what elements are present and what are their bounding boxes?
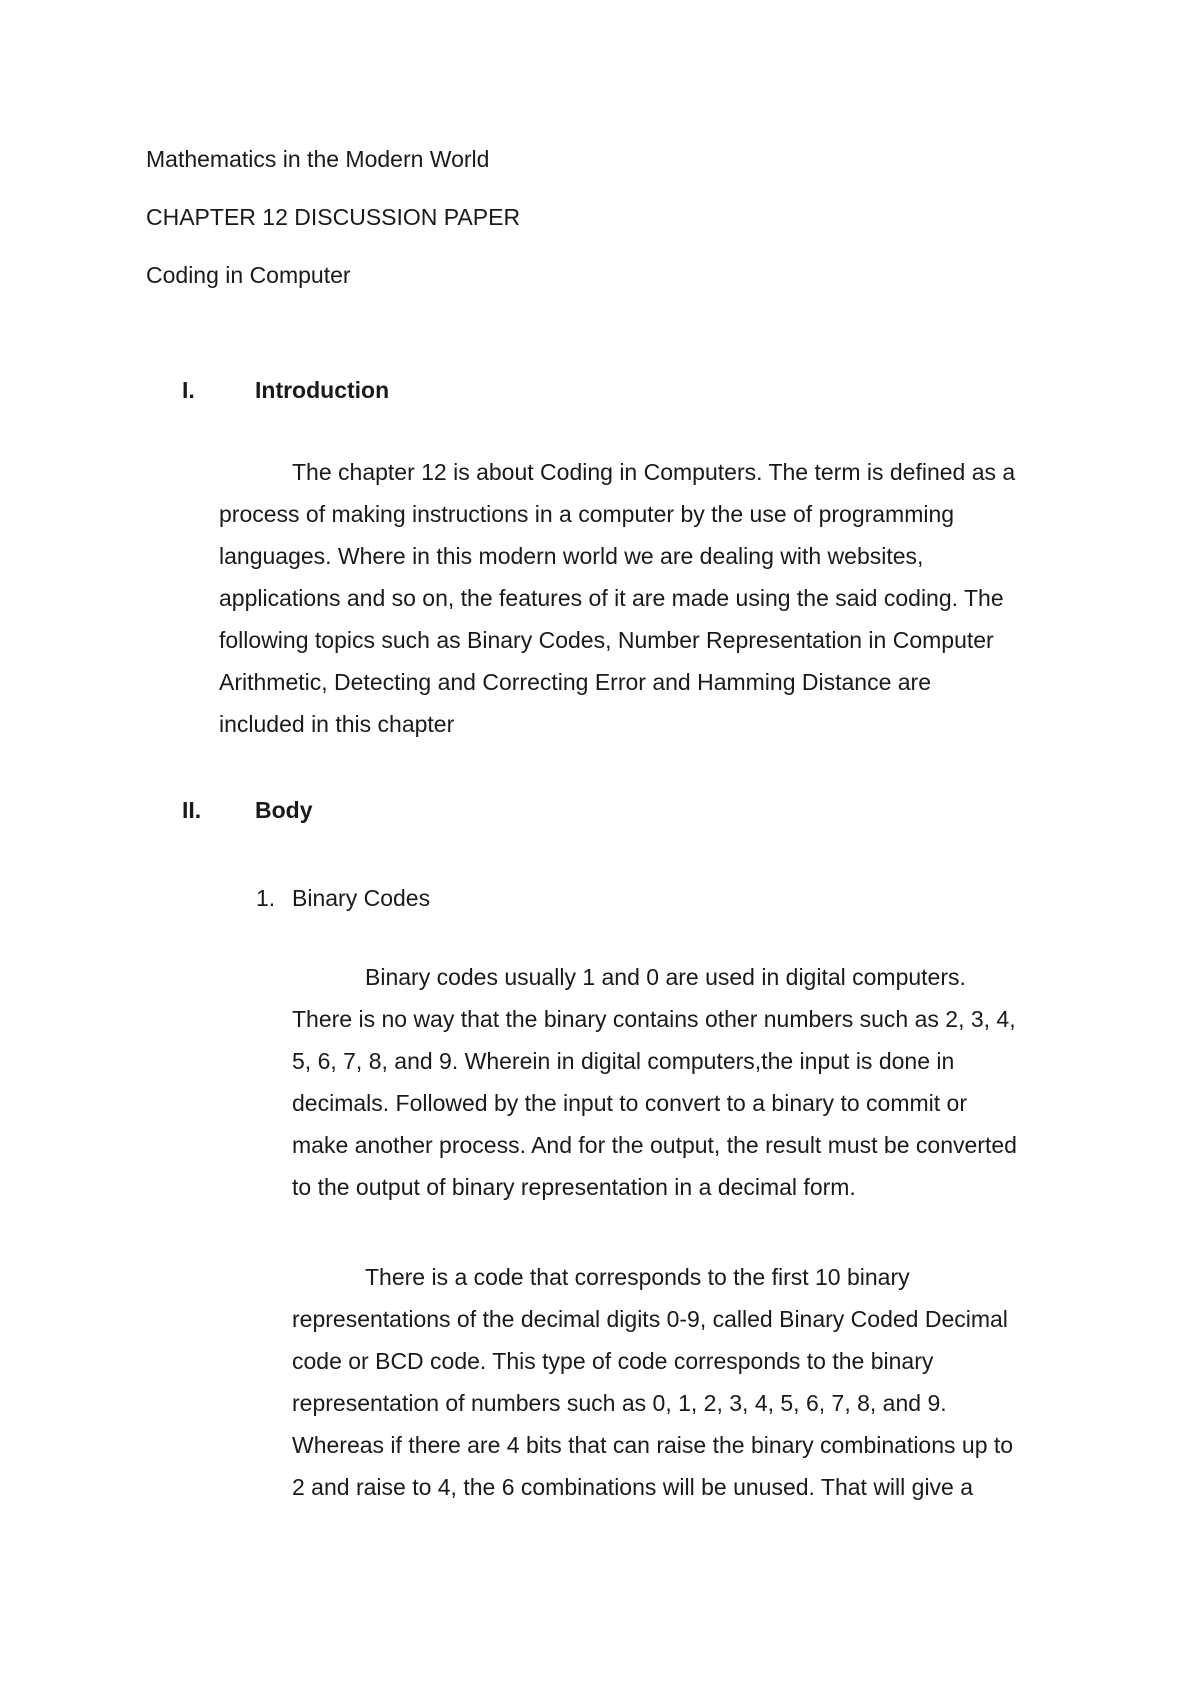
section-body-heading	[182, 796, 313, 824]
topic-title: Coding in Computer	[146, 262, 351, 288]
section-numeral: I.	[182, 377, 195, 403]
section-title: Introduction	[255, 377, 390, 403]
introduction-paragraph	[219, 451, 1015, 745]
paragraph-line: applications and so on, the features of it are made using the said coding. The	[219, 585, 1004, 611]
paragraph-line: The chapter 12 is about Coding in Computers. The term is defined as a	[292, 459, 1016, 485]
paragraph-line: to the output of binary representation in a decimal form.	[292, 1174, 856, 1200]
binary-codes-paragraph-1	[292, 956, 1017, 1208]
paragraph-line: Arithmetic, Detecting and Correcting Error and Hamming Distance are	[219, 669, 932, 695]
list-label: Binary Codes	[292, 885, 431, 911]
section-numeral: II.	[182, 797, 202, 823]
paragraph-line: languages. Where in this modern world we are dealing with websites,	[219, 543, 924, 569]
paragraph-line: representations of the decimal digits 0-9, called Binary Coded Decimal	[292, 1306, 1008, 1332]
paragraph-line: process of making instructions in a computer by the use of programming	[219, 501, 955, 527]
paragraph-line: code or BCD code. This type of code corresponds to the binary	[292, 1348, 934, 1374]
paragraph-line: following topics such as Binary Codes, Number Representation in Computer	[219, 627, 994, 653]
paragraph-line: 2 and raise to 4, the 6 combinations will be unused. That will give a	[292, 1474, 974, 1500]
course-title: Mathematics in the Modern World	[146, 146, 490, 172]
paragraph-line: Binary codes usually 1 and 0 are used in digital computers.	[365, 964, 966, 990]
paragraph-line: representation of numbers such as 0, 1, 2, 3, 4, 5, 6, 7, 8, and 9.	[292, 1390, 947, 1416]
paragraph-line: make another process. And for the output, the result must be converted	[292, 1132, 1017, 1158]
section-title: Body	[255, 797, 313, 823]
binary-codes-paragraph-2	[292, 1256, 1013, 1508]
paragraph-line: 5, 6, 7, 8, and 9. Wherein in digital computers,the input is done in	[292, 1048, 955, 1074]
paragraph-line: There is a code that corresponds to the first 10 binary	[365, 1264, 910, 1290]
paragraph-line: There is no way that the binary contains other numbers such as 2, 3, 4,	[292, 1006, 1016, 1032]
list-number: 1.	[256, 885, 276, 911]
chapter-title: CHAPTER 12 DISCUSSION PAPER	[146, 204, 521, 230]
paragraph-line: included in this chapter	[219, 711, 455, 737]
list-item-binary-codes	[256, 884, 430, 912]
section-introduction-heading	[182, 376, 389, 404]
paragraph-line: decimals. Followed by the input to convert to a binary to commit or	[292, 1090, 967, 1116]
paragraph-line: Whereas if there are 4 bits that can raise the binary combinations up to	[292, 1432, 1014, 1458]
